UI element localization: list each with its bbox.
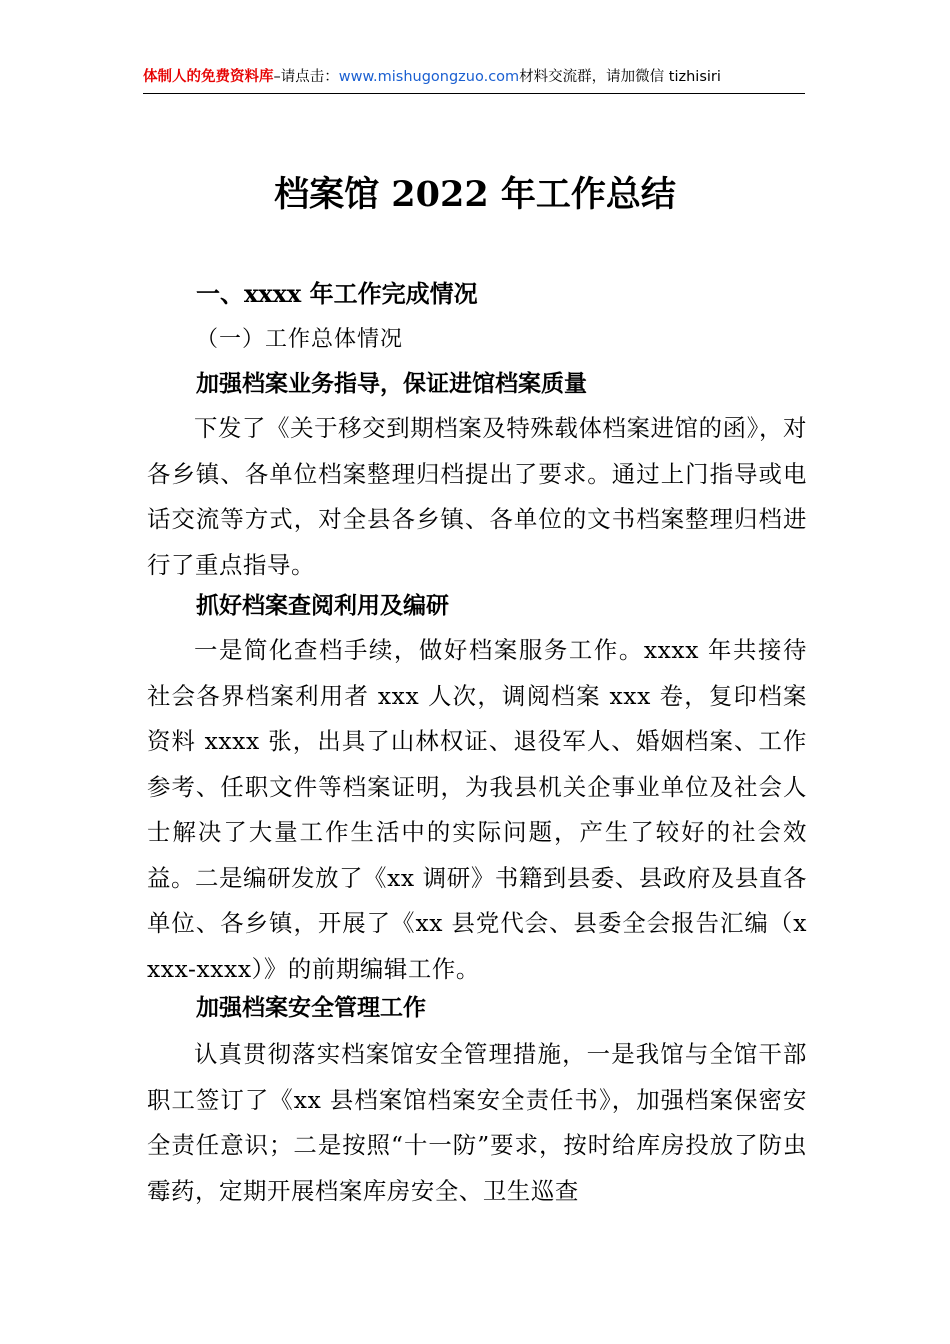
topic-heading-security: 加强档案安全管理工作 (196, 994, 426, 1021)
paragraph-security: 认真贯彻落实档案馆安全管理措施，一是我馆与全馆干部职工签订了《xx 县档案馆档案安全责任书》，加强档案保密安全责任意识；二是按照“十一防”要求，按时给库房投放了防虫霉药，定期开展档案库房安全、卫生巡查 (147, 1040, 807, 1205)
header-contact: 材料交流群，请加微信 tizhisiri (519, 69, 721, 85)
paragraph-access: 一是简化查档手续，做好档案服务工作。xxxx 年共接待社会各界档案利用者 xxx 人次，调阅档案 xxx 卷，复印档案资料 xxxx 张，出具了山林权证、退役军人、婚姻档案、工作参考、任职文件等档案证明，为我县机关企事业单位及社会人士解决了大量工作生活中的实际问题，产生了较好的社会效益。二是编研发放了《xx 调研》书籍到县委、县政府及县直各单位、各乡镇，开展了《xx 县党代会、县委全会报告汇编（xxxx-xxxx）》的前期编辑工作。 (147, 636, 807, 983)
section-heading: 一、xxxx 年工作完成情况 (196, 279, 478, 308)
topic-heading-guidance: 加强档案业务指导，保证进馆档案质量 (196, 370, 587, 397)
header-link[interactable]: www.mishugongzuo.com (338, 69, 520, 85)
header-brand: 体制人的免费资料库 (143, 69, 274, 85)
topic-heading-access: 抓好档案查阅利用及编研 (196, 592, 449, 619)
paragraph-guidance: 下发了《关于移交到期档案及特殊载体档案进馆的函》，对各乡镇、各单位档案整理归档提出了要求。通过上门指导或电话交流等方式，对全县各乡镇、各单位的文书档案整理归档进行了重点指导。 (147, 414, 807, 579)
header-prompt: –请点击： (273, 69, 339, 85)
document-title: 档案馆 2022 年工作总结 (274, 174, 676, 215)
subsection-heading: （一）工作总体情况 (196, 327, 404, 352)
page-header (143, 66, 805, 94)
